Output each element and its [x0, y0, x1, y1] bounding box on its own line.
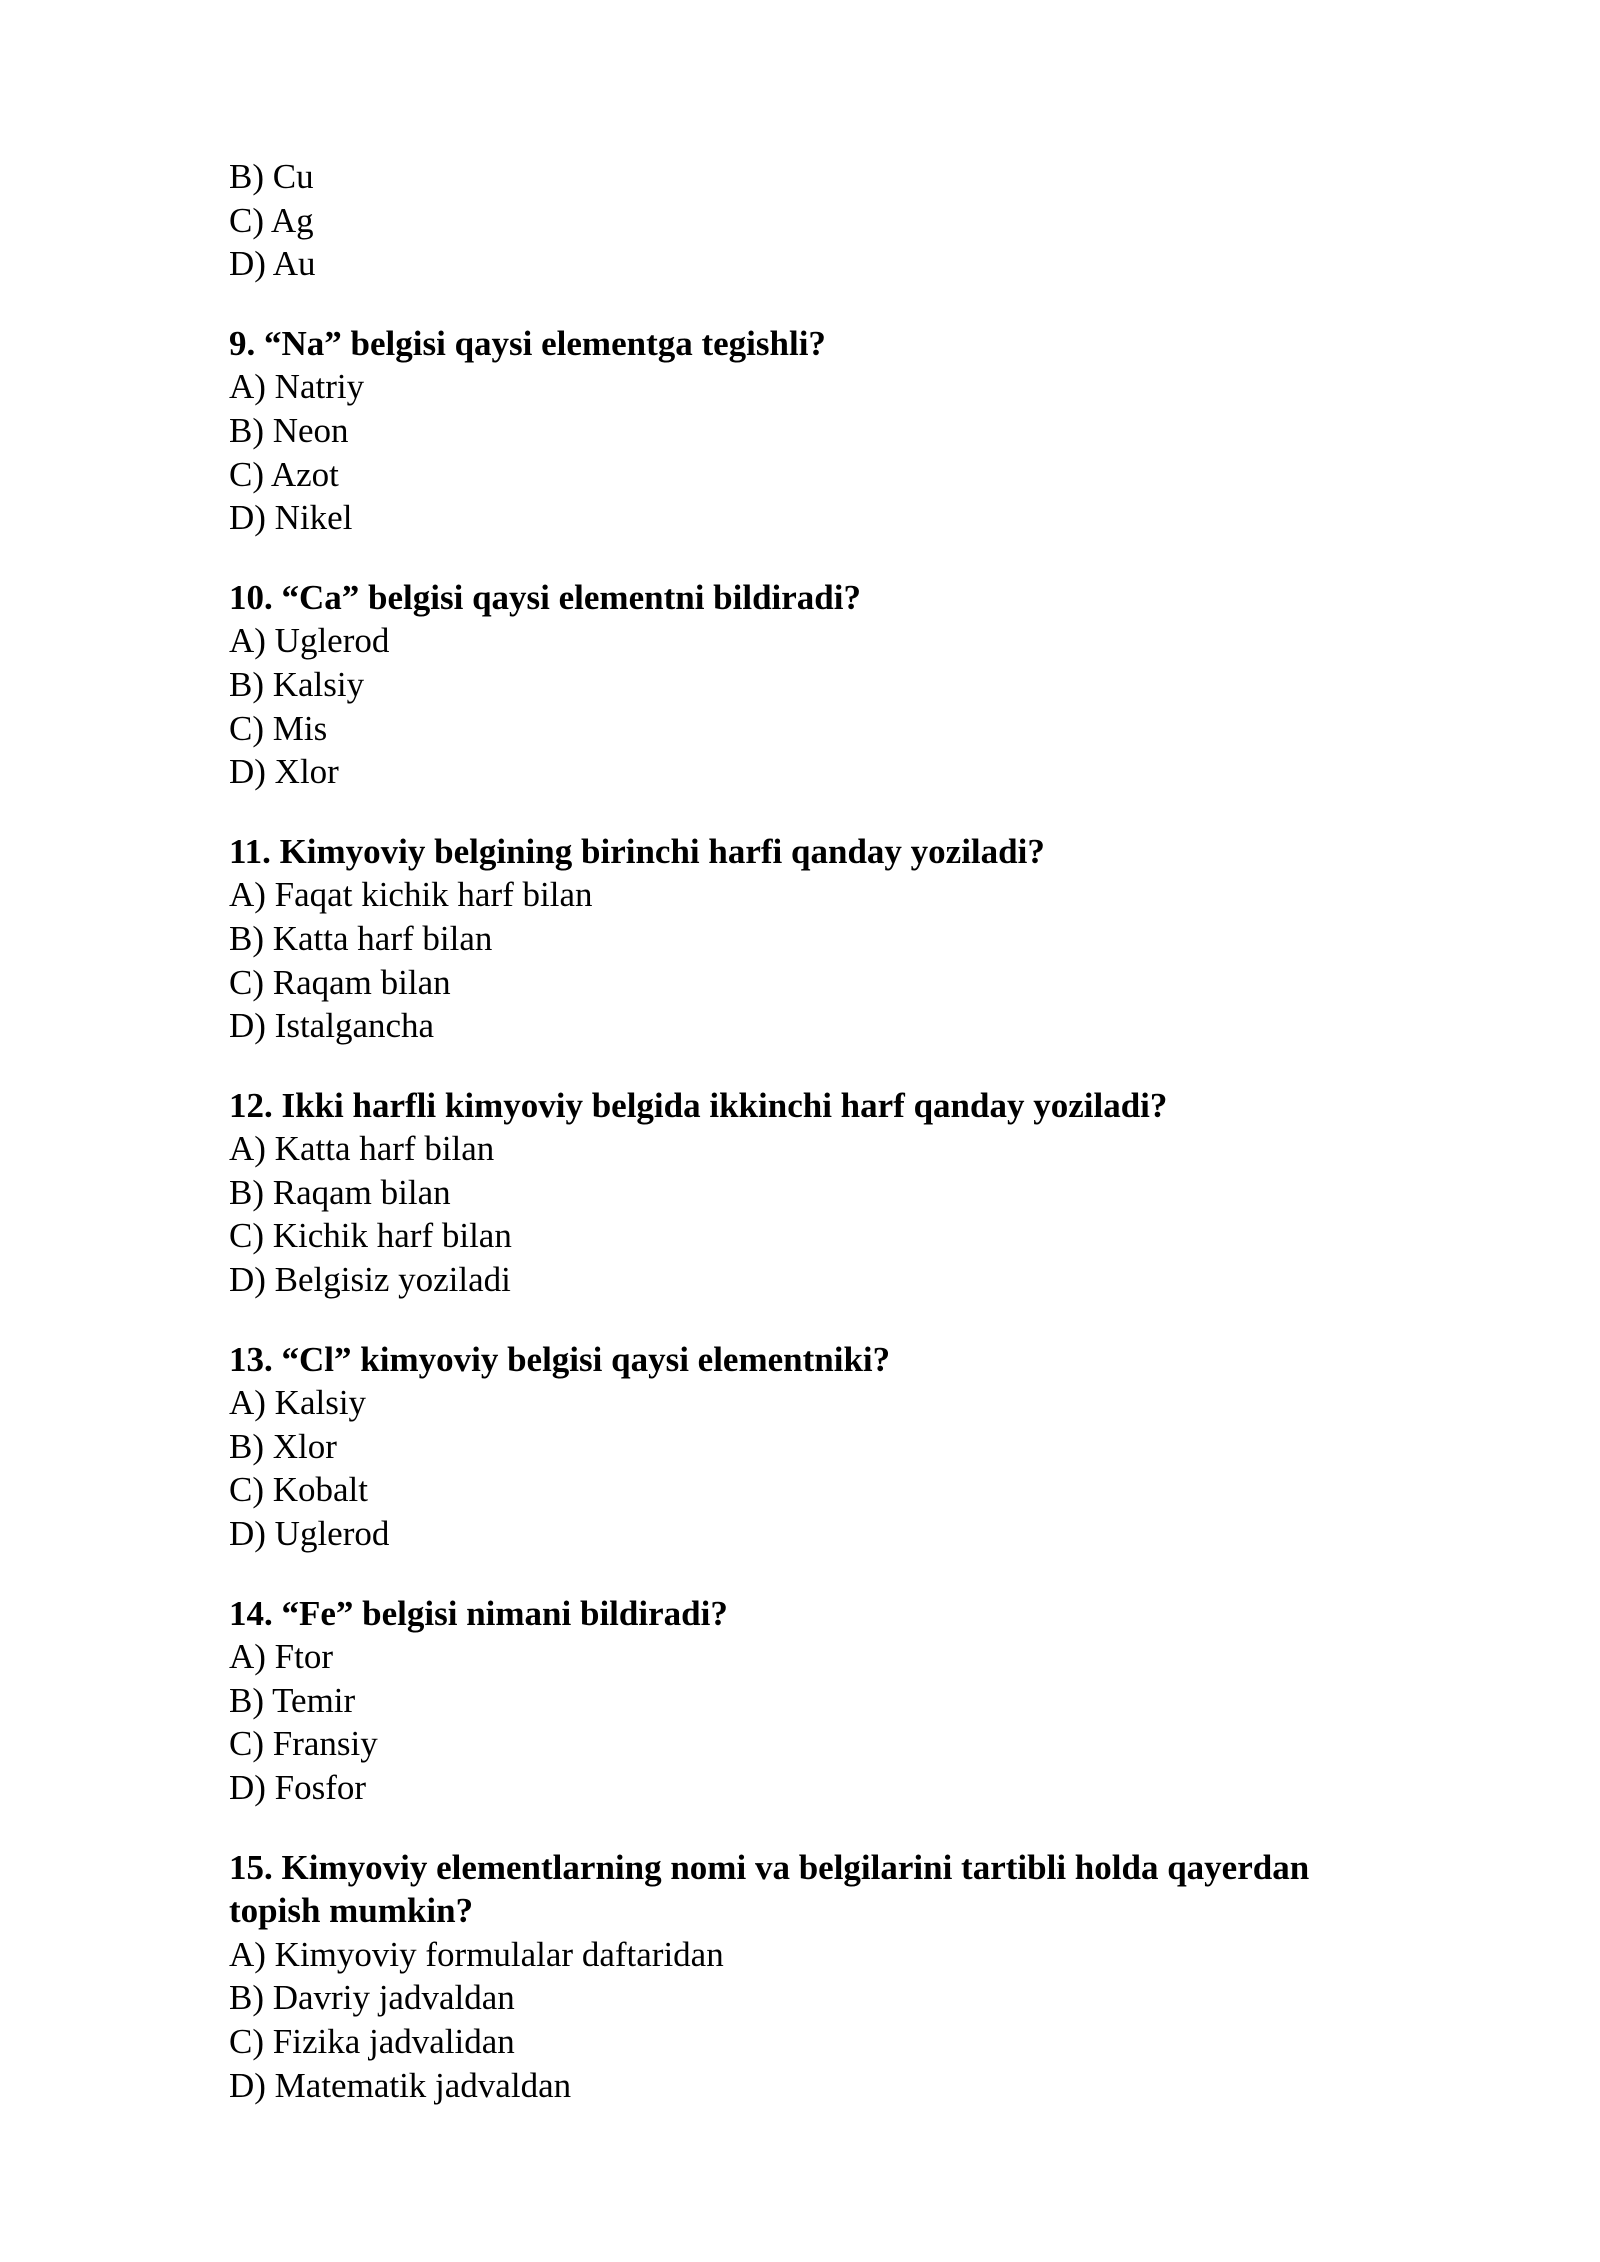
answer-option: D) Matematik jadvaldan — [229, 2065, 572, 2105]
question-text: 9. “Na” belgisi qaysi elementga tegishli? — [229, 323, 826, 363]
question-12 — [229, 1084, 1429, 1302]
answer-option: A) Kalsiy — [229, 1383, 367, 1423]
answer-option: D) Belgisiz yoziladi — [229, 1260, 511, 1300]
answer-option: D) Nikel — [229, 498, 353, 538]
question-text-line: topish mumkin? — [229, 1891, 474, 1931]
answer-option: A) Uglerod — [229, 621, 390, 661]
answer-option: B) Cu — [229, 157, 314, 196]
answer-option: A) Kimyoviy formulalar daftaridan — [229, 1934, 724, 1974]
answer-option: A) Faqat kichik harf bilan — [229, 875, 593, 915]
answer-option: C) Ag — [229, 200, 314, 240]
answer-option: C) Raqam bilan — [229, 962, 451, 1002]
answer-option: B) Katta harf bilan — [229, 918, 493, 958]
question-13 — [229, 1338, 1429, 1556]
answer-option: B) Kalsiy — [229, 664, 365, 704]
question-text: 10. “Ca” belgisi qaysi elementni bildiradi? — [229, 577, 861, 617]
answer-option: A) Katta harf bilan — [229, 1129, 495, 1169]
carryover-options — [229, 155, 1429, 286]
question-11 — [229, 830, 1429, 1048]
question-text-line: 15. Kimyoviy elementlarning nomi va belgilarini tartibli holda qayerdan — [229, 1847, 1310, 1887]
quiz-page — [229, 155, 1429, 2107]
answer-option: A) Ftor — [229, 1637, 334, 1677]
answer-option: D) Istalgancha — [229, 1006, 435, 1046]
answer-option: C) Fransiy — [229, 1724, 378, 1764]
question-10 — [229, 576, 1429, 794]
answer-option: B) Raqam bilan — [229, 1172, 451, 1212]
answer-option: D) Au — [229, 244, 316, 284]
answer-option: B) Neon — [229, 410, 349, 450]
question-14 — [229, 1592, 1429, 1810]
question-15 — [229, 1846, 1429, 2108]
question-text: 13. “Cl” kimyoviy belgisi qaysi elementniki? — [229, 1339, 891, 1379]
answer-option: B) Xlor — [229, 1426, 337, 1466]
answer-option: B) Temir — [229, 1680, 356, 1720]
answer-option: C) Azot — [229, 454, 339, 494]
answer-option: C) Fizika jadvalidan — [229, 2021, 515, 2061]
answer-option: D) Uglerod — [229, 1514, 390, 1554]
answer-option: C) Kobalt — [229, 1470, 369, 1510]
answer-option: A) Natriy — [229, 367, 365, 407]
question-text: 14. “Fe” belgisi nimani bildiradi? — [229, 1593, 728, 1633]
answer-option: D) Fosfor — [229, 1768, 367, 1807]
answer-option: C) Kichik harf bilan — [229, 1216, 512, 1256]
question-text: 12. Ikki harfli kimyoviy belgida ikkinchi harf qanday yoziladi? — [229, 1085, 1168, 1125]
answer-option: B) Davriy jadvaldan — [229, 1978, 515, 2018]
answer-option: C) Mis — [229, 708, 328, 748]
question-text: 11. Kimyoviy belgining birinchi harfi qanday yoziladi? — [229, 831, 1045, 871]
answer-option: D) Xlor — [229, 752, 339, 792]
question-9 — [229, 322, 1429, 540]
